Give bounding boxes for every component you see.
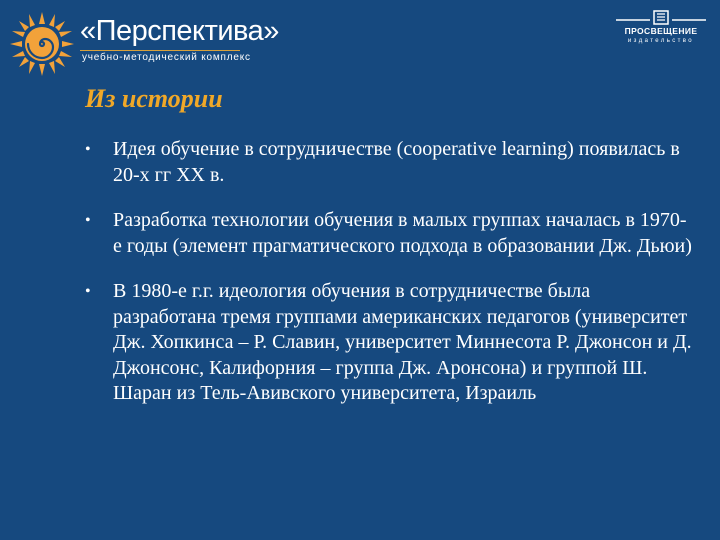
brand-subtitle: учебно-методический комплекс bbox=[82, 52, 251, 63]
sun-spiral-logo-icon bbox=[8, 10, 76, 78]
publisher-name: ПРОСВЕЩЕНИЕ bbox=[624, 26, 698, 36]
bullet-item bbox=[85, 208, 695, 259]
bullet-text: Идея обучение в сотрудничестве (cooperative learning) появилась в 20-х гг ХХ в. bbox=[113, 138, 680, 186]
bullet-dot-icon: • bbox=[85, 283, 91, 300]
header-divider bbox=[80, 50, 240, 51]
bullet-dot-icon: • bbox=[85, 141, 91, 158]
brand-title: «Перспектива» bbox=[80, 15, 279, 47]
bullet-list bbox=[85, 137, 695, 427]
bullet-text: В 1980-е г.г. идеология обучения в сотрудничестве была разработана тремя группами американских педагогов (университет Дж. Хопкинса – Р. Славин, университет Миннесота Р. Джонсон и Д. Джонсонс, Калифорния – группа Дж. Аронсона) и группой Ш. Шаран из Тель-Авивского университета, Израиль bbox=[113, 280, 692, 404]
publisher-logo bbox=[612, 8, 710, 50]
bullet-item bbox=[85, 279, 695, 407]
bullet-item bbox=[85, 137, 695, 188]
page-title: Из истории bbox=[85, 84, 223, 113]
publisher-book-icon bbox=[612, 8, 710, 26]
bullet-text: Разработка технологии обучения в малых группах началась в 1970-е годы (элемент прагматического подхода в образовании Дж. Дьюи) bbox=[113, 209, 692, 257]
bullet-dot-icon: • bbox=[85, 212, 91, 229]
publisher-tagline: издательство bbox=[627, 38, 695, 44]
